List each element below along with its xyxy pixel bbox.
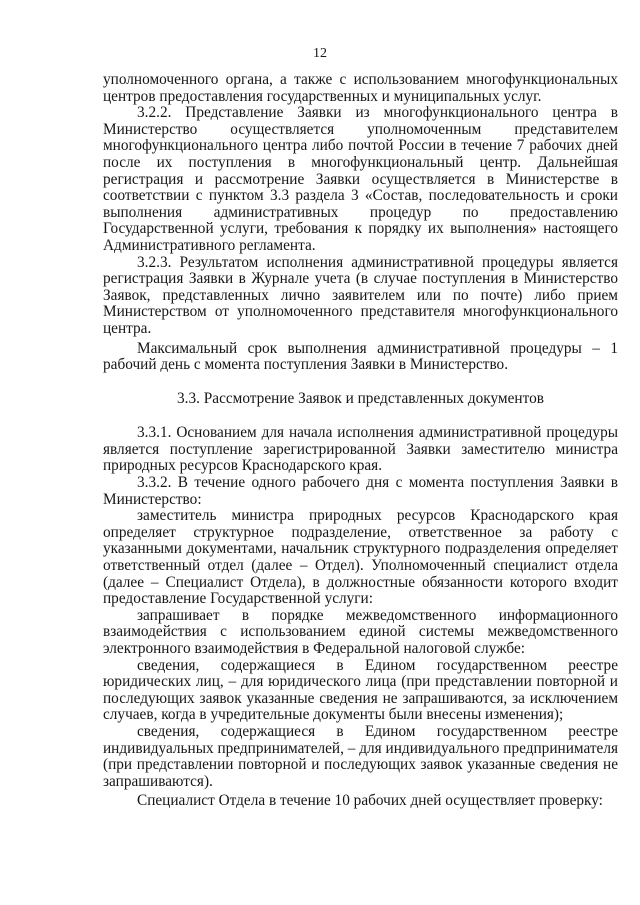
- paragraph-legal-entities-registry: сведения, содержащиеся в Едином государственном реестре юридических лиц, – для юридического лица (при представлении повторной и последующих заявок указанные сведения не запрашиваются, за исключением случаев, когда в учредительные документы были внесены изменения);: [103, 656, 618, 724]
- paragraph-3-3-1: 3.3.1. Основанием для начала исполнения административной процедуры является поступление зарегистрированной Заявки заместителю министра природных ресурсов Краснодарского края.: [103, 424, 618, 475]
- section-heading-3-3: 3.3. Рассмотрение Заявок и представленных документов: [177, 389, 544, 407]
- paragraph-max-term: Максимальный срок выполнения административной процедуры – 1 рабочий день с момента поступления Заявки в Министерство.: [103, 339, 618, 374]
- paragraph-3-2-2: 3.2.2. Представление Заявки из многофункционального центра в Министерство осуществляется уполномоченным представителем многофункционального центра либо почтой России в течение 7 рабочих дней после их поступления в многофункциональный центр. Дальнейшая регистрация и рассмотрение Заявки осуществляется в Министерстве в соответствии с пунктом 3.3 раздела 3 «Состав, последовательность и сроки выполнения административных процедур по предоставлению Государственной услуги, требования к порядку их выполнения» настоящего Административного регламента.: [103, 104, 618, 254]
- paragraph-deputy-minister: заместитель министра природных ресурсов Краснодарского края определяет структурное подразделение, ответственное за работу с указанными документами, начальник структурного подразделения определяет ответственный отдел (далее – Отдел). Уполномоченный специалист отдела (далее – Специалист Отдела), в должностные обязанности которого входит предоставление Государственной услуги:: [103, 507, 618, 608]
- paragraph-specialist-check: Специалист Отдела в течение 10 рабочих дней осуществляет проверку:: [137, 792, 603, 810]
- paragraph-continuation: уполномоченного органа, а также с использованием многофункциональных центров предоставления государственных и муниципальных услуг.: [103, 71, 618, 105]
- document-body: [103, 72, 618, 810]
- paragraph-requests: запрашивает в порядке межведомственного информационного взаимодействия с использованием единой системы межведомственного электронного взаимодействия в Федеральной налоговой службе:: [103, 606, 618, 657]
- paragraph-entrepreneurs-registry: сведения, содержащиеся в Едином государственном реестре индивидуальных предпринимателей, – для индивидуального предпринимателя (при представлении повторной и последующих заявок указанные сведения не запрашиваются).: [103, 722, 618, 790]
- page-number: 12: [313, 46, 327, 61]
- paragraph-3-3-2: 3.3.2. В течение одного рабочего дня с момента поступления Заявки в Министерство:: [103, 474, 618, 508]
- paragraph-3-2-3: 3.2.3. Результатом исполнения административной процедуры является регистрация Заявки в Журнале учета (в случае поступления в Министерство Заявок, представленных лично заявителем или по почте) либо прием Министерством от уполномоченного представителя многофункционального центра.: [103, 253, 618, 337]
